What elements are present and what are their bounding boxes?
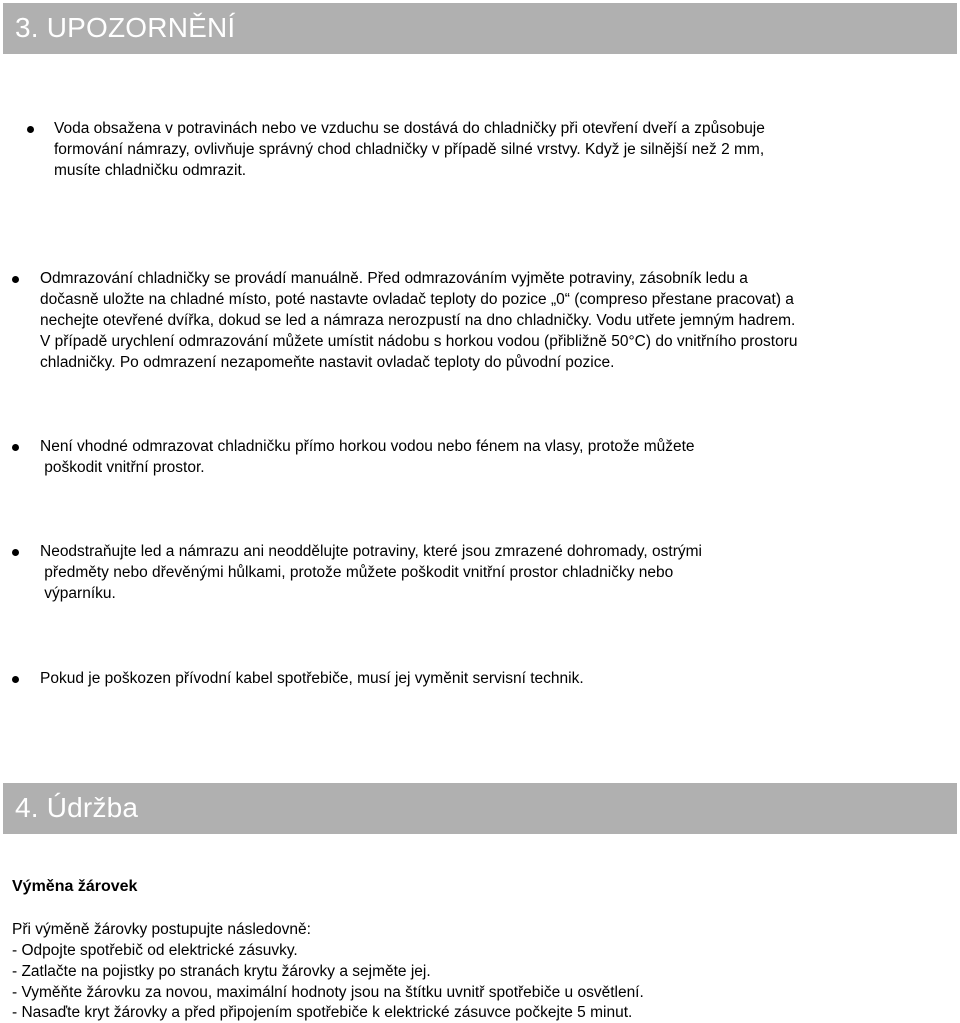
section-title: 3. UPOZORNĚNÍ xyxy=(15,12,236,43)
instruction-step: - Vyměňte žárovku za novou, maximální hodnoty jsou na štítku uvnitř spotřebiče u osvětlení. xyxy=(12,984,644,1001)
list-item-line: výparníku. xyxy=(40,585,116,602)
list-item-line: Neodstraňujte led a námrazu ani neoddělujte potraviny, které jsou zmrazené dohromady, ostrými xyxy=(40,543,702,560)
section-header-udrzba xyxy=(3,783,957,834)
list-item-line: Není vhodné odmrazovat chladničku přímo horkou vodou nebo fénem na vlasy, protože můžete xyxy=(40,438,695,455)
list-item-line: Voda obsažena v potravinách nebo ve vzduchu se dostává do chladničky při otevření dveří a způsobuje xyxy=(54,120,765,137)
bullet-icon xyxy=(12,276,19,283)
bullet-icon xyxy=(12,676,19,683)
list-item-line: nechejte otevřené dvířka, dokud se led a námraza nerozpustí na dno chladničky. Vodu utřete jemným hadrem. xyxy=(40,312,796,329)
list-item-line: předměty nebo dřevěnými hůlkami, protože můžete poškodit vnitřní prostor chladničky nebo xyxy=(40,564,674,581)
instruction-step: - Nasaďte kryt žárovky a před připojením spotřebiče k elektrické zásuvce počkejte 5 minut. xyxy=(12,1004,633,1021)
bullet-icon xyxy=(27,126,34,133)
instruction-step: - Odpojte spotřebič od elektrické zásuvky. xyxy=(12,942,298,959)
list-item-line: chladničky. Po odmrazení nezapomeňte nastavit ovladač teploty do původní pozice. xyxy=(40,354,615,371)
list-item-line: poškodit vnitřní prostor. xyxy=(40,459,205,476)
section-title: 4. Údržba xyxy=(15,792,139,823)
list-item-line: musíte chladničku odmrazit. xyxy=(54,162,247,179)
list-item-line: formování námrazy, ovlivňuje správný chod chladničky v případě silné vrstvy. Když je silnější než 2 mm, xyxy=(54,141,765,158)
instruction-intro: Při výměně žárovky postupujte následovně: xyxy=(12,921,311,938)
list-item-line: Odmrazování chladničky se provádí manuálně. Před odmrazováním vyjměte potraviny, zásobník ledu a xyxy=(40,270,748,287)
list-item-line: V případě urychlení odmrazování můžete umístit nádobu s horkou vodou (přibližně 50°C) do vnitřního prostoru xyxy=(40,333,798,350)
section-header-upozorneni xyxy=(3,3,957,54)
list-item-line: Pokud je poškozen přívodní kabel spotřebiče, musí jej vyměnit servisní technik. xyxy=(40,670,584,687)
bullet-icon xyxy=(12,444,19,451)
list-item-line: dočasně uložte na chladné místo, poté nastavte ovladač teploty do pozice „0“ (compreso přestane pracovat) a xyxy=(40,291,794,308)
subheading-vymena-zarovek: Výměna žárovek xyxy=(12,878,138,895)
bullet-icon xyxy=(12,549,19,556)
instruction-step: - Zatlačte na pojistky po stranách krytu žárovky a sejměte jej. xyxy=(12,963,431,980)
